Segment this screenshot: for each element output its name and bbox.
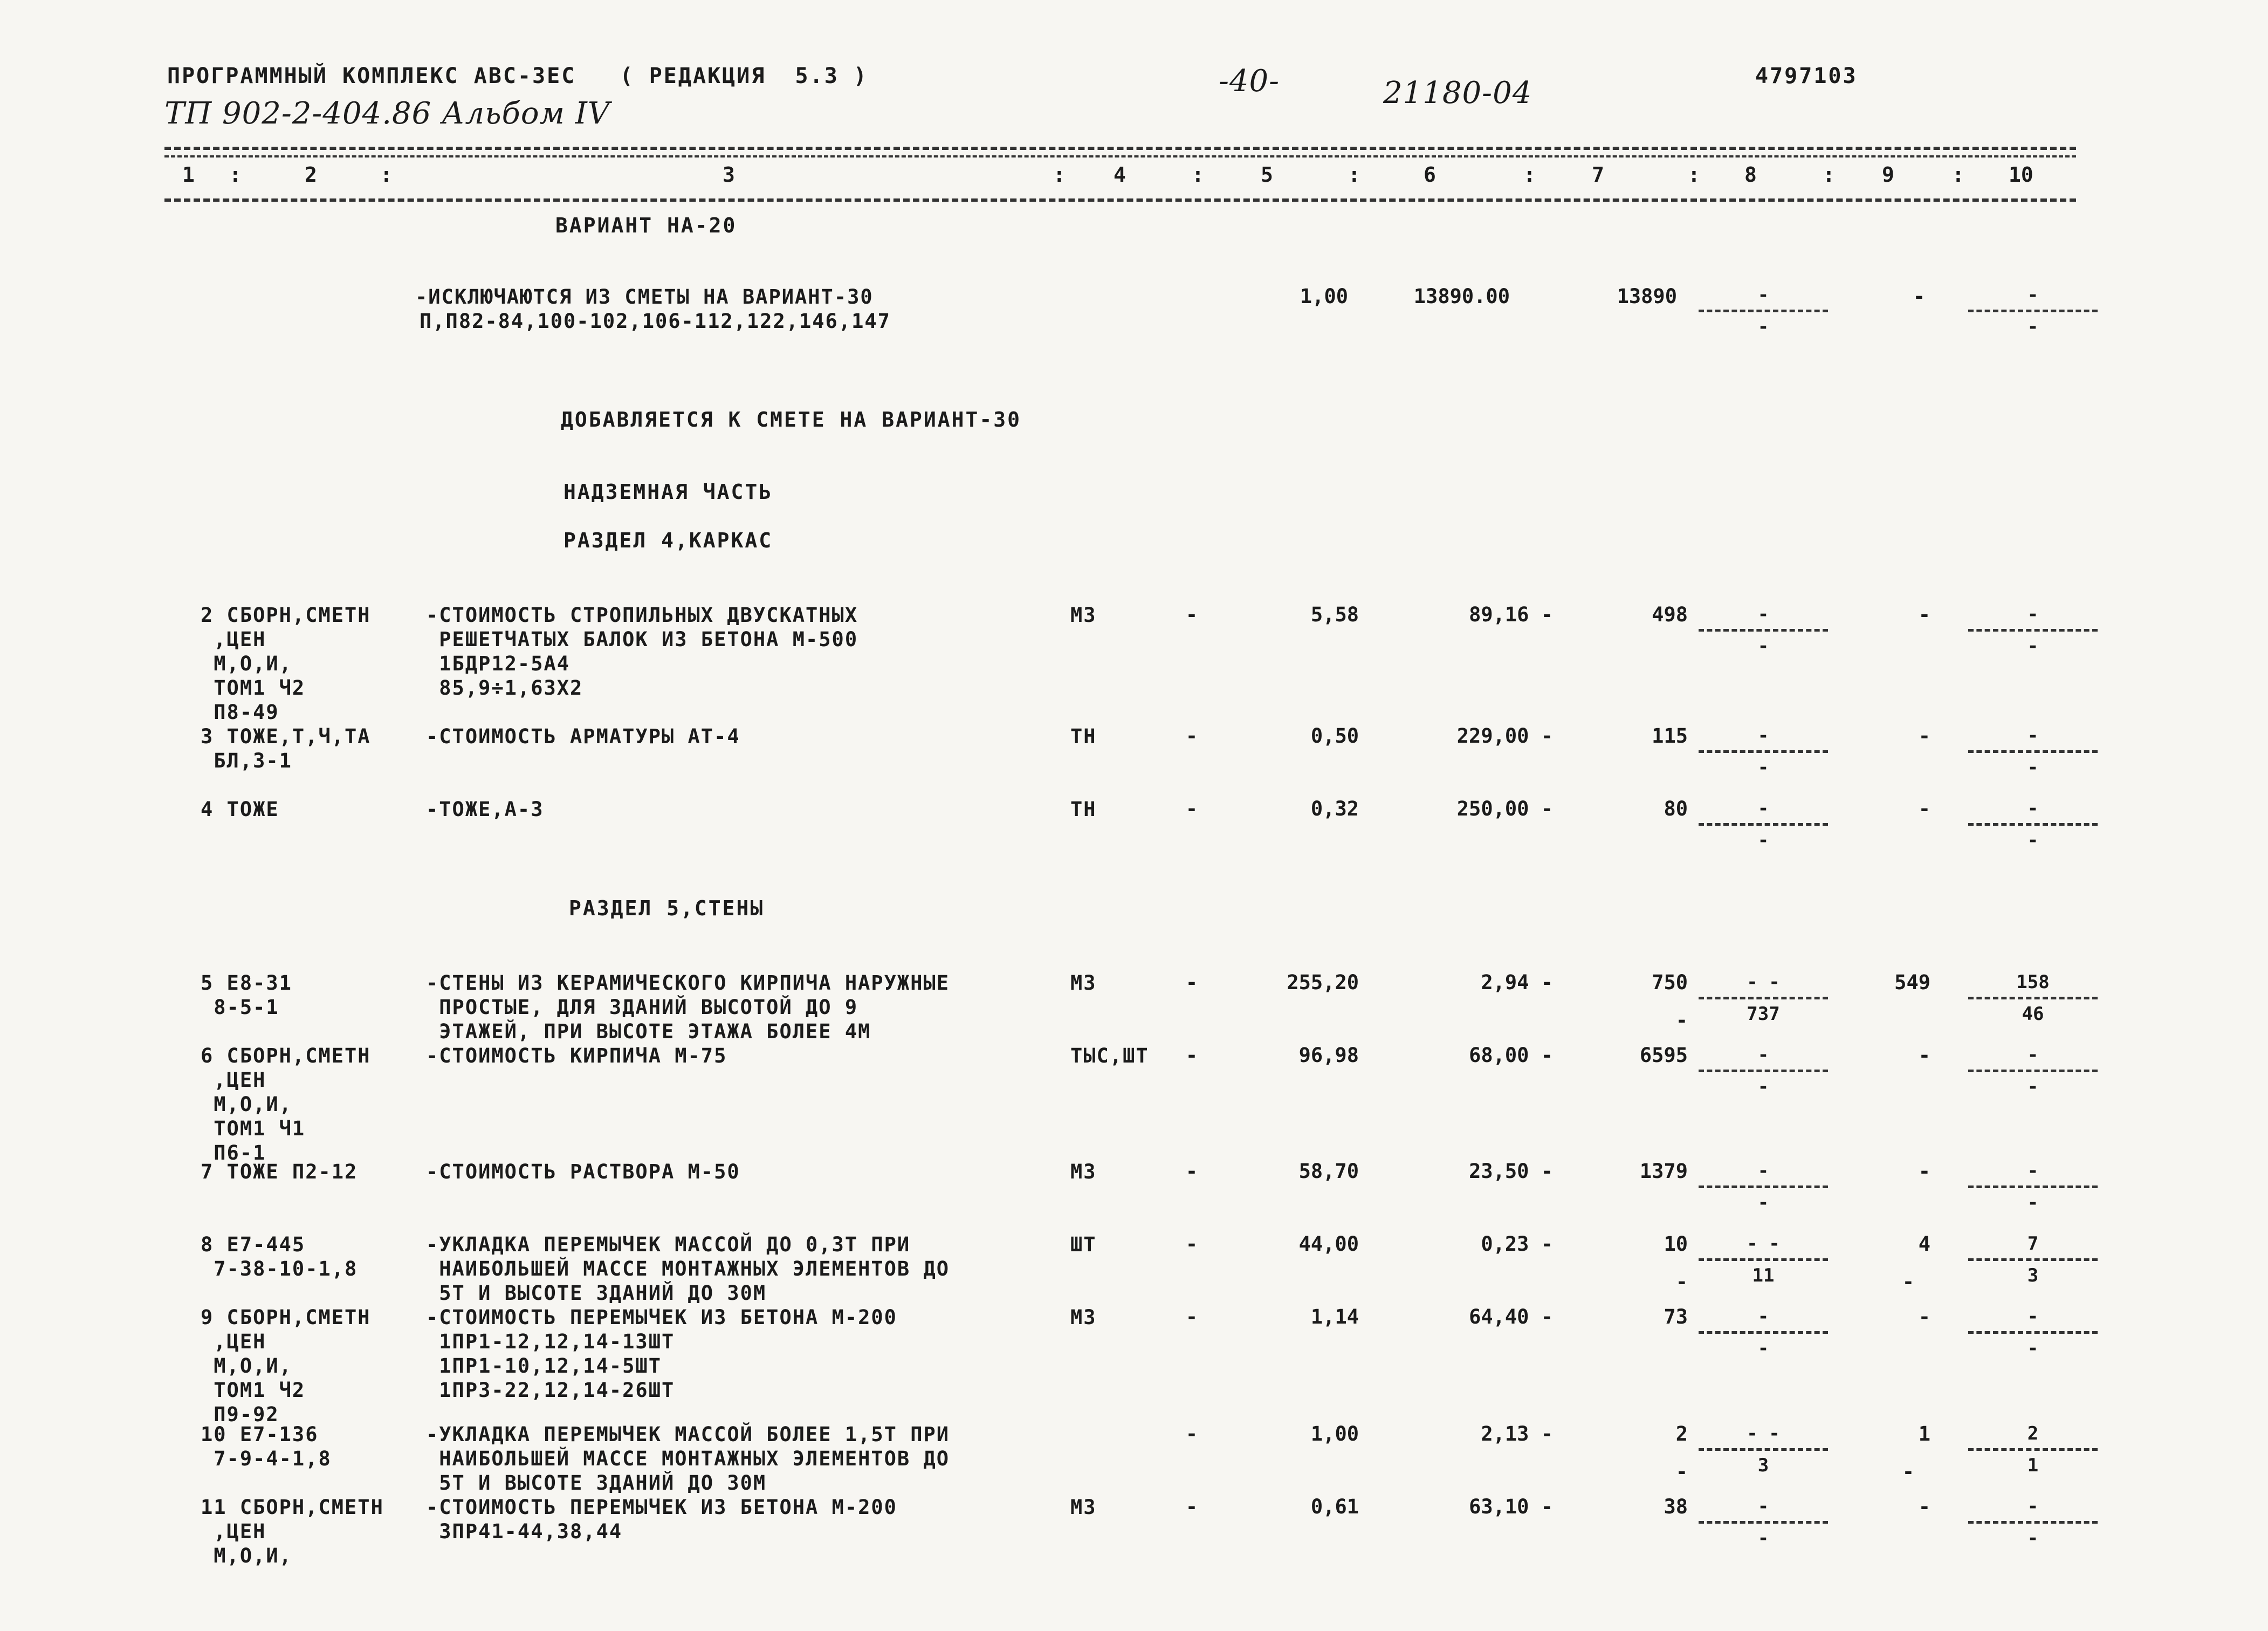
row-col4: - <box>1185 971 1198 994</box>
row-col9-sub: - <box>1902 1270 1914 1293</box>
row-description: -УКЛАДКА ПЕРЕМЫЧЕК МАССОЙ ДО 0,3Т ПРИ НАИБОЛЬШЕЙ МАССЕ МОНТАЖНЫХ ЭЛЕМЕНТОВ ДО 5Т И ВЫСОТЕ ЗДАНИЙ ДО 30М <box>426 1233 950 1305</box>
row-total-sub: - <box>1675 1009 1688 1032</box>
row-unit: М3 <box>1070 1160 1097 1183</box>
row-total: 115 <box>1652 724 1688 748</box>
row-col8: - - <box>1699 1162 1828 1212</box>
excluded-price: 13890.00 <box>1413 285 1510 308</box>
excluded-text: -ИСКЛЮЧАЮТСЯ ИЗ СМЕТЫ НА ВАРИАНТ-30 <box>415 285 874 309</box>
col-sep: : <box>229 163 242 187</box>
row-description: -СТОИМОСТЬ КИРПИЧА М-75 <box>426 1044 727 1067</box>
row-price: 2,94 - <box>1481 971 1553 994</box>
row-col8: - - <box>1699 605 1828 655</box>
col-5: 5 <box>1261 163 1273 187</box>
handwritten-code: 21180-04 <box>1383 76 1532 111</box>
row-code: 5 Е8-31 8-5-1 <box>201 971 292 1019</box>
excluded-qty: 1,00 <box>1300 285 1348 308</box>
col-10: 10 <box>2009 163 2033 187</box>
row-col8: - - <box>1699 1497 1828 1547</box>
row-price: 0,23 - <box>1481 1232 1553 1256</box>
program-title: ПРОГРАММНЫЙ КОМПЛЕКС АВС-ЗЕС ( РЕДАКЦИЯ 5.3 ) <box>167 64 868 88</box>
row-col10: - - <box>1968 1307 2098 1358</box>
row-col4: - <box>1185 1232 1198 1256</box>
row-qty: 44,00 <box>1298 1232 1359 1256</box>
section5-title: РАЗДЕЛ 5,СТЕНЫ <box>569 896 765 920</box>
row-col9: - <box>1918 1160 1930 1183</box>
row-code: 4 ТОЖЕ <box>201 798 279 821</box>
row-col10: 2 1 <box>1968 1424 2098 1475</box>
col-sep: : <box>1823 163 1835 187</box>
row-col9: 1 <box>1918 1422 1930 1445</box>
row-col8: - - 3 <box>1699 1424 1828 1475</box>
row-col9: 549 <box>1894 971 1930 994</box>
row-code: 10 Е7-136 7-9-4-1,8 <box>201 1423 332 1470</box>
row-total: 498 <box>1652 603 1688 626</box>
col-sep: : <box>1192 163 1204 187</box>
row-description: -ТОЖЕ,А-3 <box>426 798 544 821</box>
row-unit: ШТ <box>1070 1233 1097 1256</box>
row-total: 10 <box>1664 1232 1688 1256</box>
section4-title: РАЗДЕЛ 4,КАРКАС <box>563 529 773 552</box>
row-qty: 0,61 <box>1310 1495 1359 1518</box>
variant-title: ВАРИАНТ НА-20 <box>555 214 737 237</box>
row-col4: - <box>1185 1495 1198 1518</box>
row-code: 7 ТОЖЕ П2-12 <box>201 1160 358 1183</box>
row-description: -СТОИМОСТЬ РАСТВОРА М-50 <box>426 1160 740 1183</box>
row-total-sub: - <box>1675 1460 1688 1483</box>
row-code: 9 СБОРН,СМЕТН ,ЦЕН М,О,И, ТОМ1 Ч2 П9-92 <box>201 1306 371 1426</box>
row-col4: - <box>1185 1044 1198 1067</box>
row-description: -СТОИМОСТЬ ПЕРЕМЫЧЕК ИЗ БЕТОНА М-200 3ПР41-44,38,44 <box>426 1496 897 1543</box>
row-code: 11 СБОРН,СМЕТН ,ЦЕН М,О,И, <box>201 1496 384 1567</box>
col-sep: : <box>380 163 393 187</box>
row-col10: - - <box>1968 727 2098 777</box>
col-4: 4 <box>1114 163 1126 187</box>
row-unit: ТН <box>1070 725 1097 748</box>
row-col8: - - 11 <box>1699 1235 1828 1285</box>
col-3: 3 <box>723 163 735 187</box>
row-col8: - - <box>1699 1046 1828 1096</box>
row-col9: - <box>1918 603 1930 626</box>
row-qty: 0,32 <box>1310 797 1359 820</box>
row-col9-sub: - <box>1902 1460 1914 1483</box>
row-price: 229,00 - <box>1456 724 1553 748</box>
row-qty: 96,98 <box>1298 1044 1359 1067</box>
row-unit: М3 <box>1070 604 1097 627</box>
col-sep: : <box>1053 163 1066 187</box>
row-col10: 7 3 <box>1968 1235 2098 1285</box>
excluded-col10: - - <box>1968 286 2098 336</box>
album-label: ТП 902-2-404.86 Альбом IV <box>164 96 610 131</box>
row-col10: - - <box>1968 1046 2098 1096</box>
row-qty: 1,14 <box>1310 1305 1359 1328</box>
row-col8: - - <box>1699 799 1828 849</box>
row-unit: ТЫС,ШТ <box>1070 1044 1149 1067</box>
row-total: 73 <box>1664 1305 1688 1328</box>
row-col10: - - <box>1968 605 2098 655</box>
col-7: 7 <box>1592 163 1604 187</box>
row-col9: - <box>1918 724 1930 748</box>
excluded-col8: - - <box>1699 286 1828 336</box>
row-qty: 58,70 <box>1298 1160 1359 1183</box>
header-mid-rule <box>164 155 2076 157</box>
row-unit: М3 <box>1070 971 1097 995</box>
row-qty: 5,58 <box>1310 603 1359 626</box>
row-total: 2 <box>1675 1422 1688 1445</box>
row-col9: - <box>1918 797 1930 820</box>
row-code: 2 СБОРН,СМЕТН ,ЦЕН М,О,И, ТОМ1 Ч2 П8-49 <box>201 604 371 724</box>
row-col9: - <box>1918 1495 1930 1518</box>
row-total: 1379 <box>1639 1160 1688 1183</box>
row-col8: - - <box>1699 727 1828 777</box>
row-description: -СТЕНЫ ИЗ КЕРАМИЧЕСКОГО КИРПИЧА НАРУЖНЫЕ ПРОСТЫЕ, ДЛЯ ЗДАНИЙ ВЫСОТОЙ ДО 9 ЭТАЖЕЙ, ПРИ ВЫСОТЕ ЭТАЖА БОЛЕЕ 4М <box>426 971 950 1043</box>
row-price: 63,10 - <box>1469 1495 1553 1518</box>
row-description: -СТОИМОСТЬ ПЕРЕМЫЧЕК ИЗ БЕТОНА М-200 1ПР1-12,12,14-13ШТ 1ПР1-10,12,14-5ШТ 1ПР3-22,12,14-26ШТ <box>426 1306 897 1402</box>
col-sep: : <box>1688 163 1700 187</box>
row-col4: - <box>1185 1160 1198 1183</box>
excluded-col9: - <box>1913 285 1925 308</box>
row-qty: 0,50 <box>1310 724 1359 748</box>
header-bottom-rule <box>164 198 2076 202</box>
row-total: 750 <box>1652 971 1688 994</box>
row-description: -СТОИМОСТЬ СТРОПИЛЬНЫХ ДВУСКАТНЫХ РЕШЕТЧАТЫХ БАЛОК ИЗ БЕТОНА М-500 1БДР12-5А4 85,9÷1,63Х2 <box>426 604 858 700</box>
row-unit: М3 <box>1070 1496 1097 1519</box>
document-number: 4797103 <box>1755 64 1858 88</box>
row-code: 8 Е7-445 7-38-10-1,8 <box>201 1233 358 1280</box>
row-col9: - <box>1918 1044 1930 1067</box>
col-9: 9 <box>1882 163 1894 187</box>
row-price: 89,16 - <box>1469 603 1553 626</box>
col-6: 6 <box>1424 163 1436 187</box>
row-col8: - - <box>1699 1307 1828 1358</box>
row-price: 64,40 - <box>1469 1305 1553 1328</box>
row-unit: М3 <box>1070 1306 1097 1329</box>
page-number: -40- <box>1219 64 1280 99</box>
row-price: 68,00 - <box>1469 1044 1553 1067</box>
excluded-total: 13890 <box>1617 285 1677 308</box>
row-price: 2,13 - <box>1481 1422 1553 1445</box>
row-qty: 1,00 <box>1310 1422 1359 1445</box>
row-col10: - - <box>1968 1497 2098 1547</box>
row-description: -УКЛАДКА ПЕРЕМЫЧЕК МАССОЙ БОЛЕЕ 1,5Т ПРИ НАИБОЛЬШЕЙ МАССЕ МОНТАЖНЫХ ЭЛЕМЕНТОВ ДО 5Т И ВЫСОТЕ ЗДАНИЙ ДО 30М <box>426 1423 950 1495</box>
col-2: 2 <box>305 163 317 187</box>
row-col10: - - <box>1968 799 2098 849</box>
row-col4: - <box>1185 724 1198 748</box>
row-col9: - <box>1918 1305 1930 1328</box>
header-top-rule <box>164 147 2076 150</box>
aboveground-title: НАДЗЕМНАЯ ЧАСТЬ <box>563 480 773 504</box>
row-col4: - <box>1185 603 1198 626</box>
col-1: 1 <box>182 163 195 187</box>
row-col4: - <box>1185 797 1198 820</box>
col-sep: : <box>1348 163 1360 187</box>
row-col4: - <box>1185 1305 1198 1328</box>
row-total: 38 <box>1664 1495 1688 1518</box>
col-8: 8 <box>1744 163 1757 187</box>
row-code: 3 ТОЖЕ,Т,Ч,ТА БЛ,3-1 <box>201 725 371 772</box>
row-col4: - <box>1185 1422 1198 1445</box>
row-total: 6595 <box>1639 1044 1688 1067</box>
row-description: -СТОИМОСТЬ АРМАТУРЫ АТ-4 <box>426 725 740 748</box>
row-col8: - - 737 <box>1699 973 1828 1023</box>
row-price: 250,00 - <box>1456 797 1553 820</box>
row-col9: 4 <box>1918 1232 1930 1256</box>
added-title: ДОБАВЛЯЕТСЯ К СМЕТЕ НА ВАРИАНТ-30 <box>561 408 1021 431</box>
row-unit: ТН <box>1070 798 1097 821</box>
col-sep: : <box>1952 163 1964 187</box>
row-col10: 158 46 <box>1968 973 2098 1023</box>
row-price: 23,50 - <box>1469 1160 1553 1183</box>
row-code: 6 СБОРН,СМЕТН ,ЦЕН М,О,И, ТОМ1 Ч1 П6-1 <box>201 1044 371 1164</box>
col-sep: : <box>1523 163 1536 187</box>
excluded-text-2: П,П82-84,100-102,106-112,122,146,147 <box>420 310 891 333</box>
row-total-sub: - <box>1675 1270 1688 1293</box>
row-total: 80 <box>1664 797 1688 820</box>
row-qty: 255,20 <box>1287 971 1359 994</box>
row-col10: - - <box>1968 1162 2098 1212</box>
